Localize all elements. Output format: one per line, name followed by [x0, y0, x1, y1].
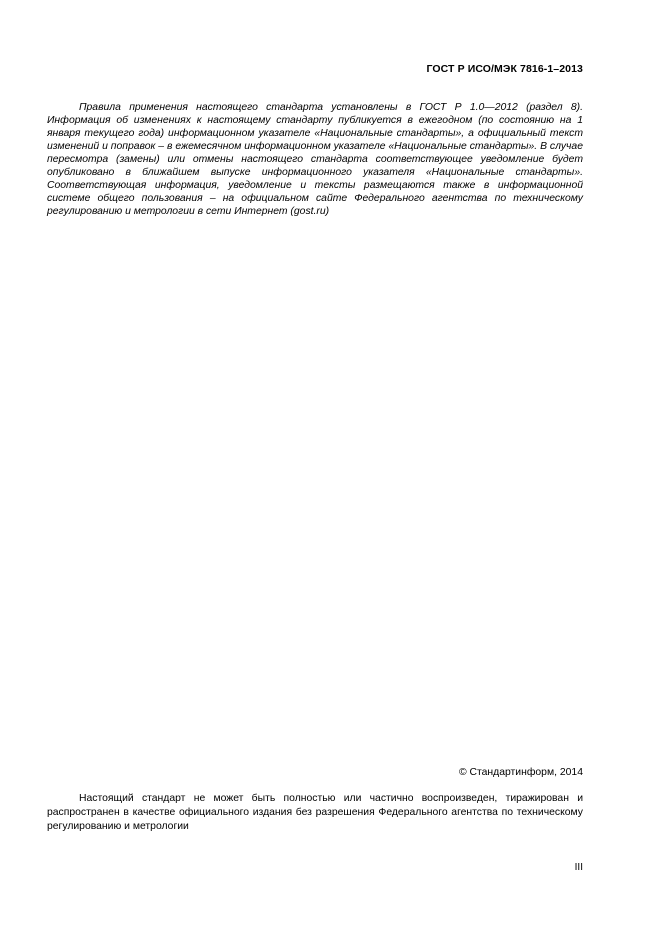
application-rules-paragraph: Правила применения настоящего стандарта установлены в ГОСТ Р 1.0—2012 (раздел 8). Информация об изменениях к настоящему стандарту публикуется в ежегодном (по состоянию на 1 января текущего года) информационном указателе «Национальные стандарты», а официальный текст изменений и поправок – в ежемесячном информационном указателе «Национальные стандарты». В случае пересмотра (замены) или отмены настоящего стандарта соответствующее уведомление будет опубликовано в ближайшем выпуске информационного указателя «Национальные стандарты». Соответствующая информация, уведомление и тексты размещаются также в информационной системе общего пользования – на официальном сайте Федерального агентства по техническому регулированию и метрологии в сети Интернет (gost.ru) — [47, 102, 583, 217]
page-number: III — [574, 862, 583, 873]
copyright-line: © Стандартинформ, 2014 — [458, 767, 583, 778]
reproduction-notice-paragraph: Настоящий стандарт не может быть полностью или частично воспроизведен, тиражирован и распространен в качестве официального издания без разрешения Федерального агентства по техническому регулированию и метрологии — [47, 793, 583, 832]
standard-code-header: ГОСТ Р ИСО/МЭК 7816-1–2013 — [426, 63, 583, 75]
